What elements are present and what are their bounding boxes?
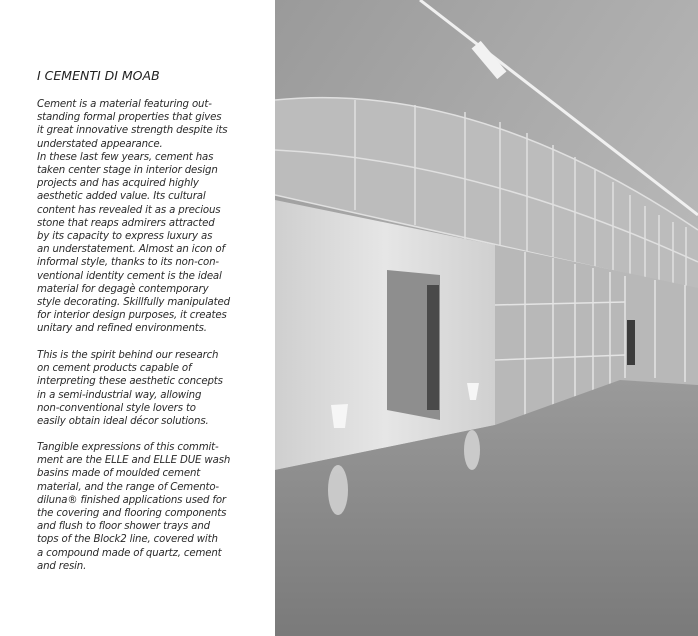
doorway-interior — [427, 285, 439, 410]
page-title: I CEMENTI DI MOAB — [37, 68, 160, 83]
floor-reflection-left — [328, 465, 348, 515]
person-silhouette — [627, 320, 635, 365]
interior-photo-illustration — [275, 0, 698, 636]
interior-photo — [275, 0, 698, 636]
paragraph-research: This is the spirit behind our research on cement products capable of interpreting these aesthetic concepts in a semi-industrial way, allowing non-conventional style lovers to easily obtain ideal décor solutions. — [37, 350, 223, 428]
floor-reflection-right — [464, 430, 480, 470]
left-wall — [275, 200, 495, 470]
text-column — [0, 0, 275, 636]
paragraph-intro: Cement is a material featuring out- standing formal properties that gives it great innovative strength despite its understated appearance. In these last few years, cement has taken center stage in interior design projects and has acquired highly aesthetic added value. Its cultural content has revealed it as a precious stone that reaps admirers attracted by its capacity to express luxury as an understatement. Almost an icon of informal style, thanks to its non-con- ventional identity cement is the ideal material for degagè contemporary style decorating. Skillfully manipulated for interior design purposes, it creates unitary and refined environments. — [37, 99, 230, 335]
paragraph-products: Tangible expressions of this commit- ment are the ELLE and ELLE DUE wash basins made of moulded cement material, and the range of Cemento- diluna® finished applications used for the covering and flooring components and flush to floor shower trays and tops of the Block2 line, covered with a compound made of quartz, cement and resin. — [37, 442, 231, 572]
